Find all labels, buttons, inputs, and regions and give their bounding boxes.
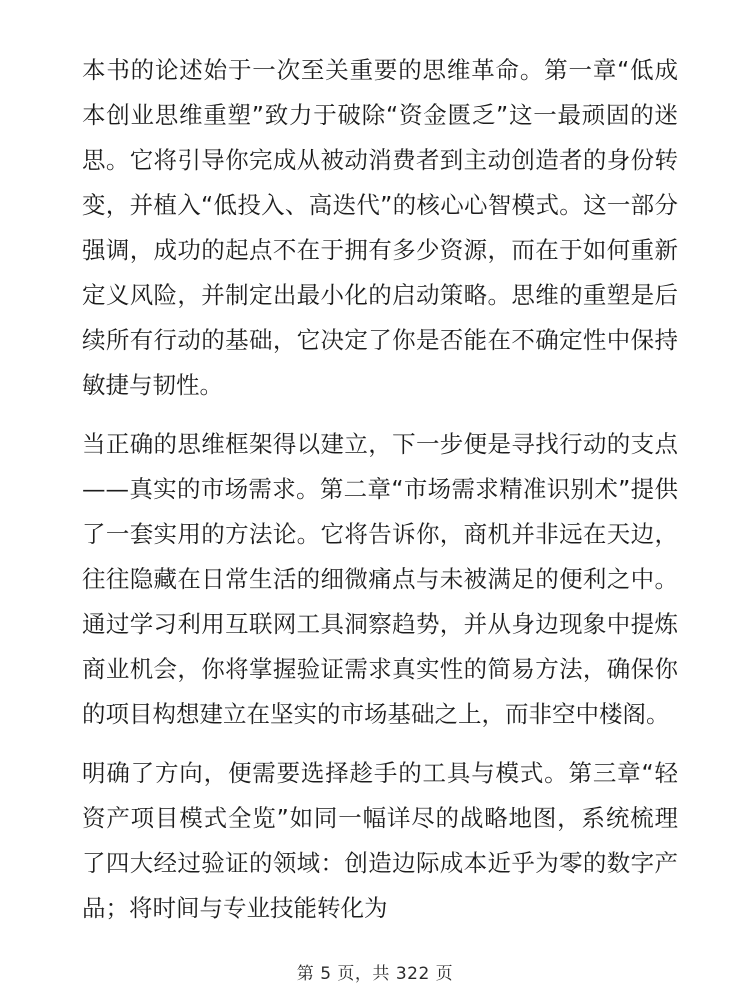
paragraph-3: 明确了方向，便需要选择趁手的工具与模式。第三章“轻资产项目模式全览”如同一幅详尽的战略地图，系统梳理了四大经过验证的领域：创造边际成本近乎为零的数字产品；将时间与专业技能转化为 xyxy=(82,759,678,922)
paragraph-2: 当正确的思维框架得以建立，下一步便是寻找行动的支点——真实的市场需求。第二章“市场需求精准识别术”提供了一套实用的方法论。它将告诉你，商机并非远在天边，往往隐藏在日常生活的细微痛点与未被满足的便利之中。通过学习利用互联网工具洞察趋势，并从身边现象中提炼商业机会，你将掌握验证需求真实性的简易方法，确保你的项目构想建立在坚实的市场基础之上，而非空中楼阁。 xyxy=(82,430,678,728)
page-body xyxy=(82,48,678,931)
page-footer: 第 5 页，共 322 页 xyxy=(296,964,454,984)
paragraph-1: 本书的论述始于一次至关重要的思维革命。第一章“低成本创业思维重塑”致力于破除“资金匮乏”这一最顽固的迷思。它将引导你完成从被动消费者到主动创造者的身份转变，并植入“低投入、高迭代”的核心心智模式。这一部分强调，成功的起点不在于拥有多少资源，而在于如何重新定义风险，并制定出最小化的启动策略。思维的重塑是后续所有行动的基础，它决定了你是否能在不确定性中保持敏捷与韧性。 xyxy=(82,56,678,399)
